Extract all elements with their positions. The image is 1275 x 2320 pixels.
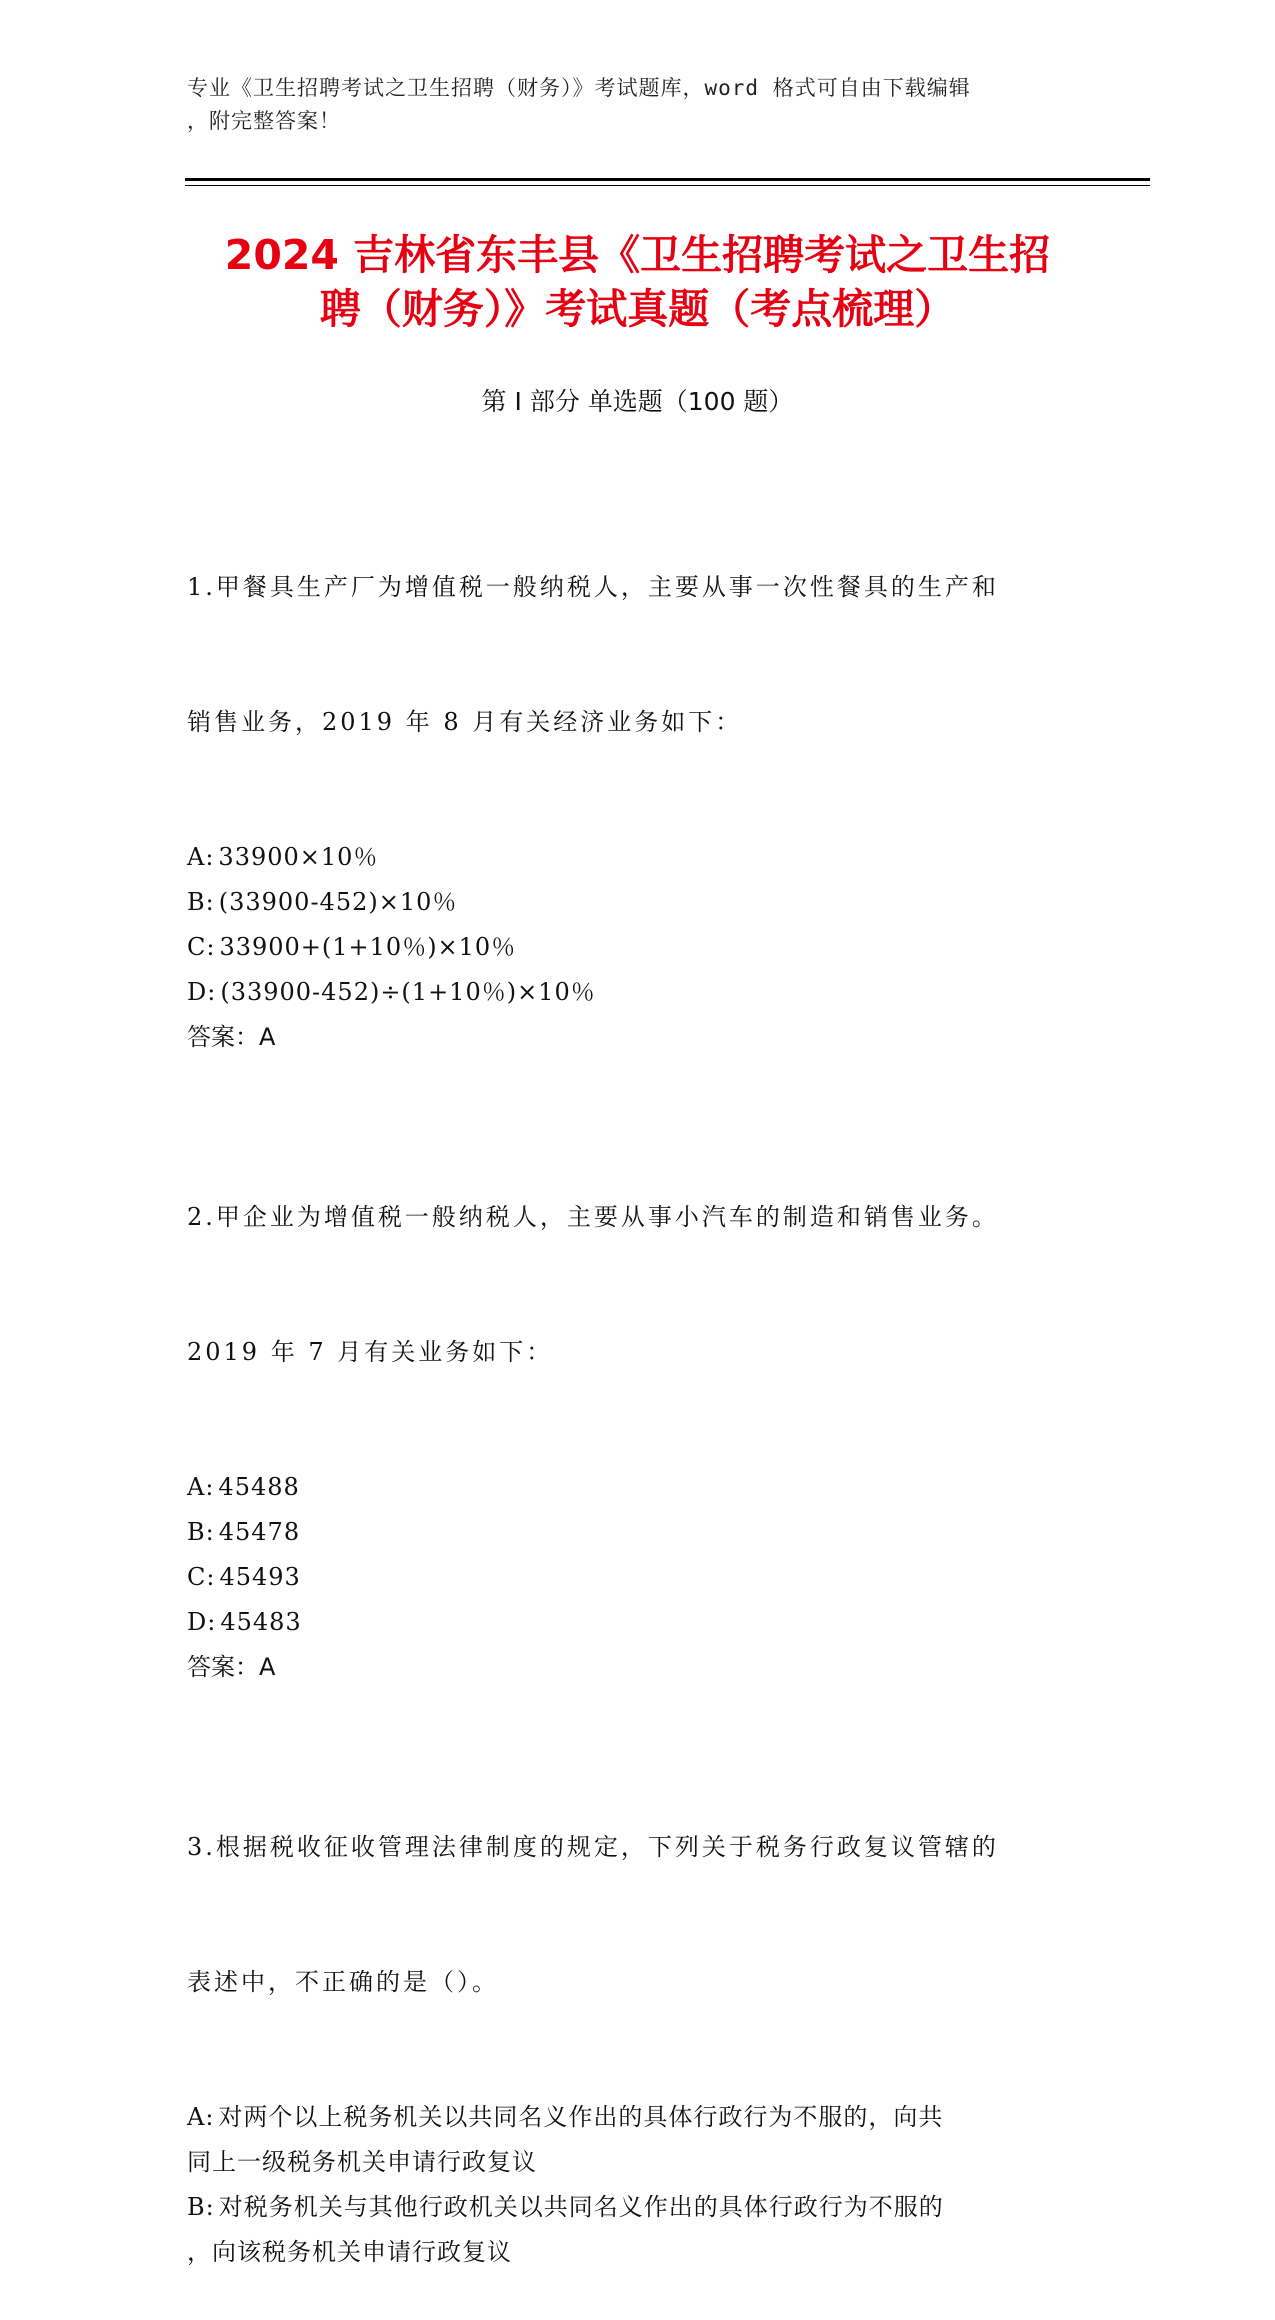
option-label: D: (187, 1608, 217, 1636)
option-text-line: 同上一级税务机关申请行政复议 (187, 2148, 537, 2176)
question-stem-line: 表述中，不正确的是（）。 (187, 1968, 499, 1996)
option-text: 45483 (220, 1608, 302, 1636)
question-stem (187, 1105, 1082, 1465)
header-divider-thick (185, 178, 1150, 181)
option-text-line (187, 2185, 1082, 2230)
question-stem-line: 1.甲餐具生产厂为增值税一般纳税人，主要从事一次性餐具的生产和 (187, 573, 999, 601)
question-list (187, 475, 1082, 2320)
option-label: B: (187, 1518, 215, 1546)
option-a (187, 2095, 1082, 2185)
option-label: D: (187, 978, 217, 1006)
question-stem (187, 1735, 1082, 2095)
option-text-line (187, 2095, 1082, 2140)
question-2 (187, 1105, 1082, 1690)
question-stem-line: 2019 年 7 月有关业务如下： (187, 1338, 554, 1366)
option-label: B: (187, 888, 215, 916)
option-c (187, 1555, 1082, 1600)
option-text: 45478 (218, 1518, 301, 1546)
question-stem-line: 2.甲企业为增值税一般纳税人，主要从事小汽车的制造和销售业务。 (187, 1203, 999, 1231)
option-text: 对税务机关与其他行政机关以共同名义作出的具体行政行为不服的 (218, 2193, 944, 2221)
option-d (187, 970, 1082, 1015)
question-3 (187, 1735, 1082, 2275)
header-note-line-2: ，附完整答案！ (187, 109, 341, 133)
option-a (187, 1465, 1082, 1510)
option-text: 33900×10％ (218, 843, 379, 871)
answer: 答案：A (187, 1653, 276, 1681)
option-text: 45488 (218, 1473, 300, 1501)
option-text: (33900-452)÷(1+10％)×10％ (220, 978, 596, 1006)
question-stem-line: 销售业务，2019 年 8 月有关经济业务如下： (187, 708, 743, 736)
header-note (187, 72, 1067, 138)
option-label: B: (187, 2193, 215, 2221)
option-label: C: (187, 933, 216, 961)
option-label: A: (187, 1473, 215, 1501)
option-b (187, 1510, 1082, 1555)
option-label: C: (187, 1563, 216, 1591)
option-d (187, 1600, 1082, 1645)
header-divider-thin (185, 185, 1150, 186)
answer: 答案：A (187, 1023, 276, 1051)
option-a (187, 835, 1082, 880)
option-text: 33900+(1+10％)×10％ (219, 933, 517, 961)
option-b (187, 880, 1082, 925)
document-title (150, 228, 1125, 336)
option-c (187, 925, 1082, 970)
section-title: 第 I 部分 单选题（100 题） (481, 387, 794, 416)
document-title-line-1: 2024 吉林省东丰县《卫生招聘考试之卫生招 (224, 231, 1051, 279)
question-stem-line: 3.根据税收征收管理法律制度的规定，下列关于税务行政复议管辖的 (187, 1833, 999, 1861)
header-note-line-1: 专业《卫生招聘考试之卫生招聘（财务）》考试题库，word 格式可自由下载编辑 (187, 76, 971, 100)
option-text: 45493 (219, 1563, 301, 1591)
option-label: A: (187, 843, 215, 871)
option-b (187, 2185, 1082, 2275)
option-label: A: (187, 2103, 215, 2131)
question-stem (187, 475, 1082, 835)
question-1 (187, 475, 1082, 1060)
option-text: 对两个以上税务机关以共同名义作出的具体行政行为不服的，向共 (218, 2103, 944, 2131)
option-text: (33900-452)×10％ (218, 888, 458, 916)
option-text-line: ，向该税务机关申请行政复议 (187, 2238, 512, 2266)
document-title-line-2: 聘（财务）》考试真题（考点梳理） (319, 285, 956, 333)
